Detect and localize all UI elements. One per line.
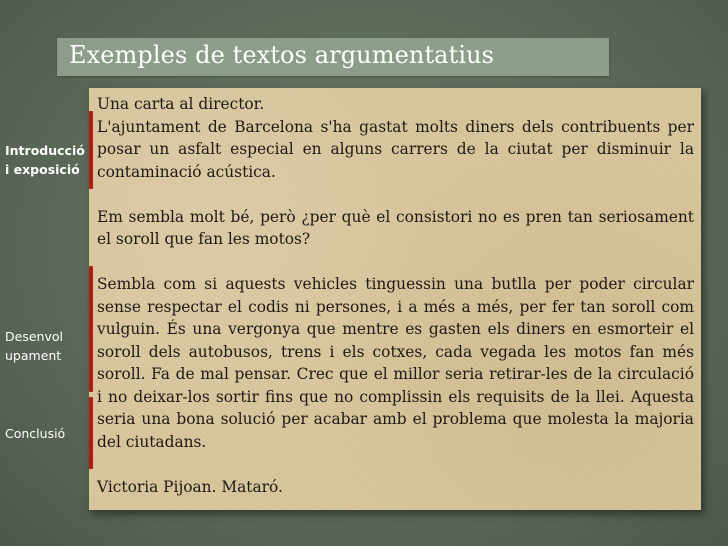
title-bar	[57, 38, 609, 76]
letter-paragraph-question: Em sembla molt bé, però ¿per què el consistori no es pren tan seriosament el soroll que fan les motos?	[97, 207, 694, 248]
label-introduction-line2: i exposició	[5, 162, 80, 177]
label-conclusion	[5, 424, 95, 443]
letter-body	[97, 93, 694, 498]
letter-paragraph-intro: L'ajuntament de Barcelona s'ha gastat molts diners dels contribuents per posar un asfalt especial en alguns carrers de la ciutat per disminuir la contaminació acústica.	[97, 117, 694, 181]
label-introduction	[5, 141, 95, 179]
label-conclusion-text: Conclusió	[5, 426, 66, 441]
slide-title: Exemples de textos argumentatius	[69, 41, 495, 69]
letter-heading: Una carta al director.	[97, 95, 265, 113]
label-introduction-line1: Introducció	[5, 143, 85, 158]
letter-signature: Victoria Pijoan. Mataró.	[97, 477, 283, 496]
letter-paragraph-development: Sembla com si aquests vehicles tinguessin una butlla per poder circular sense respectar el codis ni persones, i a més a més, per fer tan soroll com vulguin. És una vergonya que mentre es gasten els diners en esmorteir el soroll dels autobusos, trens i els cotxes, cada vegada les motos fan més soroll. Fa de mal pensar. Crec que el millor seria retirar-les de la circulació i no deixar-los sortir fins que no complissin els requisits de la llei. Aquesta seria una bona solució per acabar amb el problema que molesta la majoria del ciutadans.	[97, 275, 694, 451]
label-development	[5, 327, 95, 365]
label-development-line2: upament	[5, 348, 62, 363]
letter-paper	[89, 88, 701, 510]
label-development-line1: Desenvol	[5, 329, 63, 344]
